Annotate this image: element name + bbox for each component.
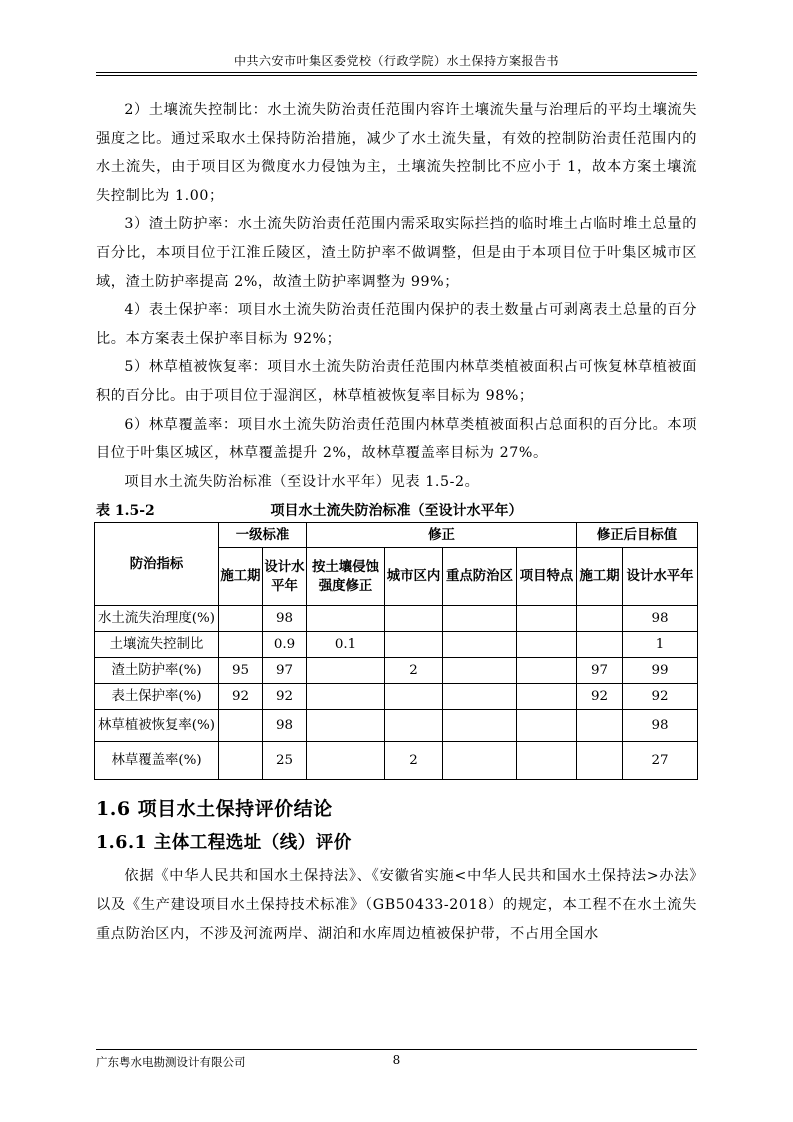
cell-indicator: 水土流失治理度(%) [95,606,219,632]
cell-l1-construction [219,742,263,780]
table-row [95,658,698,684]
cell-key-area [443,684,517,710]
cell-feature [517,742,577,780]
cell-l1-construction [219,632,263,658]
cell-feature [517,658,577,684]
cell-indicator: 表土保护率(%) [95,684,219,710]
cell-feature [517,684,577,710]
cell-l1-design: 98 [263,710,307,742]
header-by-erosion: 按土壤侵蚀强度修正 [307,548,385,606]
cell-indicator: 渣土防护率(%) [95,658,219,684]
header-construction: 施工期 [219,548,263,606]
table-header-row-1 [95,523,698,548]
paragraph-spoil-protection: 3）渣土防护率：水土流失防治责任范围内需采取实际拦挡的临时堆土占临时堆土总量的百分比，本项目位于江淮丘陵区，渣土防护率不做调整，但是由于本项目位于叶集区城市区域，渣土防护率提高 2%，故渣土防护率调整为 99%； [96,216,697,290]
paragraph-site-evaluation: 依据《中华人民共和国水土保持法》、《安徽省实施<中华人民共和国水土保持法>办法》以及《生产建设项目水土保持技术标准》（GB50433-2018）的规定，本工程不在水土流失重点防治区内，不涉及河流两岸、湖泊和水库周边植被保护带，不占用全国水 [96,868,697,942]
header-project-feature: 项目特点 [517,548,577,606]
table-row [95,742,698,780]
table-row [95,606,698,632]
cell-city [385,632,443,658]
cell-by-erosion: 0.1 [307,632,385,658]
footer-company: 广东粤水电勘测设计有限公司 [96,1055,246,1069]
header-key-area: 重点防治区 [443,548,517,606]
table-title: 项目水土流失防治标准（至设计水平年） [270,503,523,520]
table-row [95,632,698,658]
cell-t-construction [577,710,623,742]
paragraph-vegetation-coverage: 6）林草覆盖率：项目水土流失防治责任范围内林草类植被面积占总面积的百分比。本项目位于叶集区城区，林草覆盖提升 2%，故林草覆盖率目标为 27%。 [96,416,697,462]
cell-feature [517,606,577,632]
cell-t-construction: 92 [577,684,623,710]
cell-city [385,710,443,742]
cell-t-design: 98 [623,606,698,632]
cell-city: 2 [385,658,443,684]
cell-key-area [443,658,517,684]
cell-key-area [443,632,517,658]
section-heading: 1.6 项目水土保持评价结论 [96,798,333,821]
cell-t-design: 92 [623,684,698,710]
table-caption [96,498,697,522]
cell-by-erosion [307,742,385,780]
cell-city: 2 [385,742,443,780]
cell-t-construction [577,632,623,658]
paragraph-table-reference: 项目水土流失防治标准（至设计水平年）见表 1.5-2。 [124,473,480,490]
page-header: 中共六安市叶集区委党校（行政学院）水土保持方案报告书 [233,54,559,68]
cell-feature [517,710,577,742]
cell-key-area [443,606,517,632]
cell-indicator: 林草覆盖率(%) [95,742,219,780]
cell-by-erosion [307,658,385,684]
header-target-design-year: 设计水平年 [623,548,698,606]
header-level1: 一级标准 [219,523,307,548]
cell-l1-design: 25 [263,742,307,780]
header-city: 城市区内 [385,548,443,606]
cell-by-erosion [307,684,385,710]
header-rule [96,72,697,73]
cell-t-design: 98 [623,710,698,742]
paragraph-soil-loss-ratio: 2）土壤流失控制比：水土流失防治责任范围内容许土壤流失量与治理后的平均土壤流失强度之比。通过采取水土保持防治措施，减少了水土流失量，有效的控制防治责任范围内的水土流失，由于项目区为微度水力侵蚀为主，土壤流失控制比不应小于 1，故本方案土壤流失控制比为 1.00； [96,102,697,204]
cell-l1-construction [219,710,263,742]
cell-t-construction [577,606,623,632]
cell-l1-design: 98 [263,606,307,632]
cell-t-design: 99 [623,658,698,684]
cell-key-area [443,742,517,780]
cell-indicator: 林草植被恢复率(%) [95,710,219,742]
cell-l1-design: 92 [263,684,307,710]
header-rule-thin [96,75,697,76]
header-target: 修正后目标值 [577,523,698,548]
cell-city [385,606,443,632]
subsection-heading: 1.6.1 主体工程选址（线）评价 [96,833,352,854]
cell-indicator: 土壤流失控制比 [95,632,219,658]
cell-by-erosion [307,710,385,742]
paragraph-topsoil-protection: 4）表土保护率：项目水土流失防治责任范围内保护的表土数量占可剥离表土总量的百分比。本方案表土保护率目标为 92%； [96,302,697,347]
table-row [95,710,698,742]
cell-l1-construction [219,606,263,632]
cell-l1-construction: 95 [219,658,263,684]
standards-table [94,522,698,780]
header-indicator: 防治指标 [95,523,219,606]
cell-t-design: 27 [623,742,698,780]
header-correction: 修正 [307,523,577,548]
cell-city [385,684,443,710]
cell-feature [517,632,577,658]
cell-t-design: 1 [623,632,698,658]
cell-l1-design: 0.9 [263,632,307,658]
document-body [96,96,697,948]
header-design-year: 设计水平年 [263,548,307,606]
footer-rule [96,1049,697,1050]
page-number: 8 [392,1053,401,1067]
cell-t-construction [577,742,623,780]
cell-l1-design: 97 [263,658,307,684]
cell-by-erosion [307,606,385,632]
table-row [95,684,698,710]
cell-l1-construction: 92 [219,684,263,710]
header-target-construction: 施工期 [577,548,623,606]
cell-t-construction: 97 [577,658,623,684]
table-number: 表 1.5-2 [96,503,155,520]
paragraph-vegetation-recovery: 5）林草植被恢复率：项目水土流失防治责任范围内林草类植被面积占可恢复林草植被面积的百分比。由于项目位于湿润区，林草植被恢复率目标为 98%； [96,359,697,404]
cell-key-area [443,710,517,742]
